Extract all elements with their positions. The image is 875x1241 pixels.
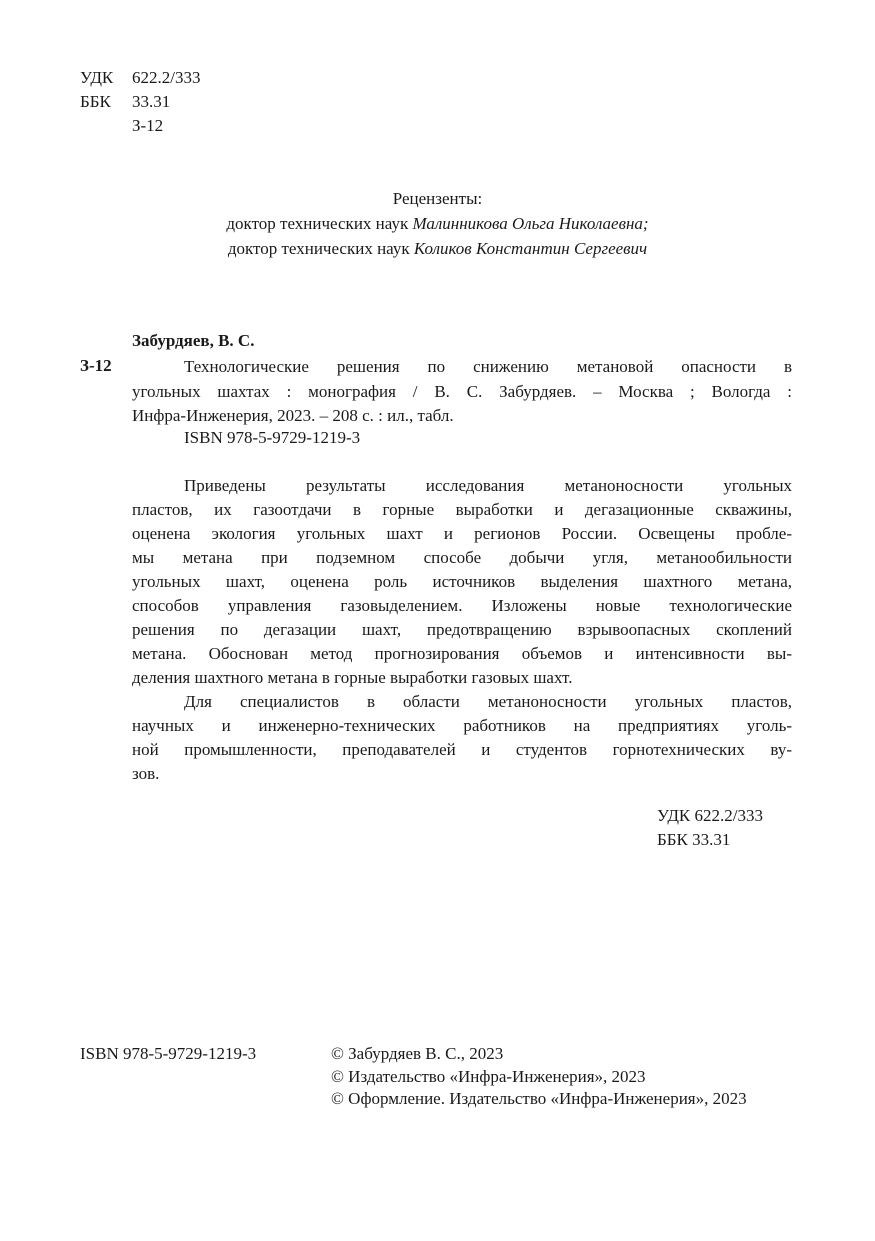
- reviewer-1-name: Малинникова Ольга Николаевна;: [412, 214, 649, 233]
- bbk-label: ББК: [80, 92, 111, 111]
- record-author: Забурдяев, В. С.: [132, 331, 255, 350]
- udk-value: 622.2/333: [132, 68, 201, 87]
- copyright-design: © Оформление. Издательство «Инфра-Инженерия», 2023: [331, 1089, 747, 1108]
- annotation-p1-line-7: решения по дегазации шахт, предотвращению взрывоопасных скоплений: [132, 620, 792, 639]
- record-isbn: ISBN 978-5-9729-1219-3: [184, 428, 361, 447]
- udk-line: [80, 66, 200, 90]
- record-line-2: угольных шахтах : монография / В. С. Забурдяев. – Москва ; Вологда :: [132, 382, 792, 401]
- annotation-p2-line-2: научных и инженерно-технических работников на предприятиях уголь-: [132, 716, 792, 735]
- right-udk: УДК 622.2/333: [657, 806, 763, 825]
- record-line-3: Инфра-Инженерия, 2023. – 208 с. : ил., табл.: [132, 406, 454, 425]
- annotation-p1-line-5: угольных шахт, оценена роль источников выделения шахтного метана,: [132, 572, 792, 591]
- footer-isbn: ISBN 978-5-9729-1219-3: [80, 1044, 257, 1063]
- copyright-publisher: © Издательство «Инфра-Инженерия», 2023: [331, 1067, 646, 1086]
- annotation-p1-line-4: мы метана при подземном способе добычи угля, метанообильности: [132, 548, 792, 567]
- reviewer-2-degree: доктор технических наук: [227, 239, 410, 258]
- bbk-line: [80, 90, 170, 114]
- annotation-p1-line-1: Приведены результаты исследования метаноносности угольных: [184, 476, 792, 495]
- annotation-p1-line-3: оценена экология угольных шахт и регионов России. Освещены пробле-: [132, 524, 792, 543]
- author-sign: З-12: [132, 116, 164, 135]
- annotation-p1-line-6: способов управления газовыделением. Изложены новые технологические: [132, 596, 792, 615]
- annotation-p1-line-8: метана. Обоснован метод прогнозирования объемов и интенсивности вы-: [132, 644, 792, 663]
- annotation-p1-line-2: пластов, их газоотдачи в горные выработки и дегазационные скважины,: [132, 500, 792, 519]
- annotation-p2-line-1: Для специалистов в области метаноносности угольных пластов,: [184, 692, 792, 711]
- annotation-p2-line-4: зов.: [132, 764, 160, 783]
- reviewer-2-name: Коликов Константин Сергеевич: [413, 239, 648, 258]
- reviewer-2: [0, 236, 875, 261]
- annotation-p2-line-3: ной промышленности, преподавателей и студентов горнотехнических ву-: [132, 740, 792, 759]
- right-bbk: ББК 33.31: [657, 830, 731, 849]
- reviewers-heading: Рецензенты:: [392, 189, 483, 208]
- udk-label: УДК: [80, 68, 114, 87]
- record-line-1: Технологические решения по снижению метановой опасности в: [184, 357, 792, 376]
- annotation-p1-line-9: деления шахтного метана в горные выработки газовых шахт.: [132, 668, 573, 687]
- record-side-code: З-12: [80, 356, 112, 375]
- reviewer-1-degree: доктор технических наук: [226, 214, 409, 233]
- reviewer-1: [0, 211, 875, 236]
- bbk-value: 33.31: [132, 92, 171, 111]
- copyright-author: © Забурдяев В. С., 2023: [331, 1044, 504, 1063]
